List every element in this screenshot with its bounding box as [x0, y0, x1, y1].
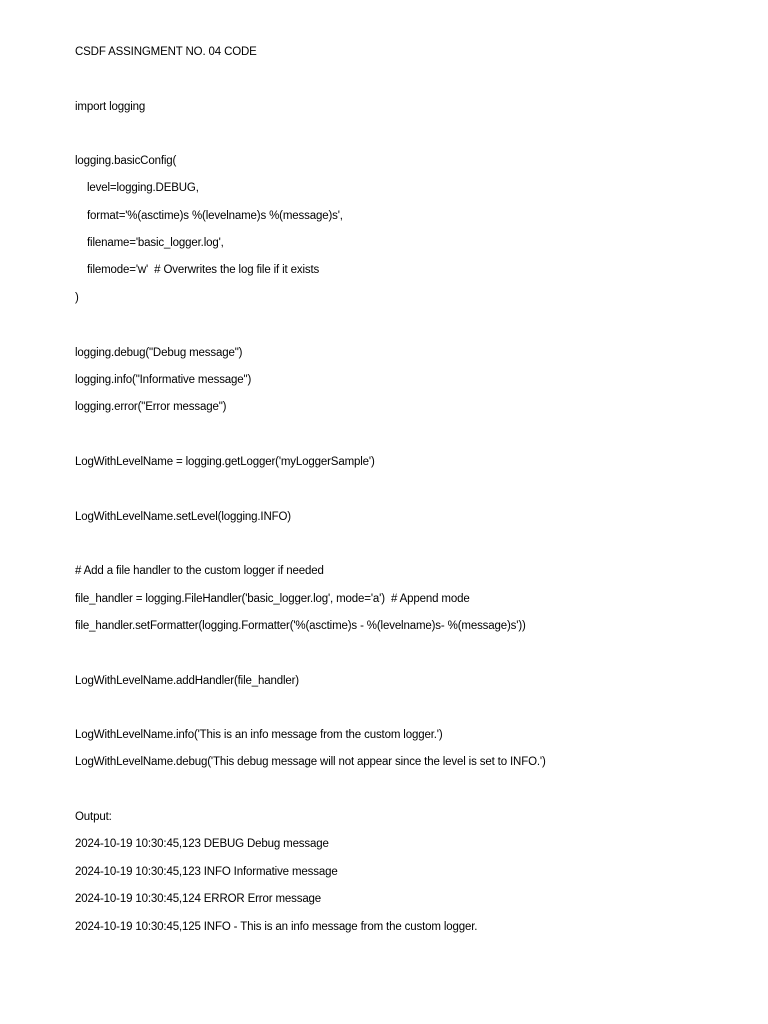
code-line-basic-config-close: ) — [75, 292, 79, 304]
code-line-add-handler: LogWithLevelName.addHandler(file_handler) — [75, 675, 299, 687]
code-line-get-logger: LogWithLevelName = logging.getLogger('myLoggerSample') — [75, 456, 375, 468]
output-line: 2024-10-19 10:30:45,124 ERROR Error message — [75, 893, 322, 905]
code-line-comment-handler: # Add a file handler to the custom logger if needed — [75, 565, 324, 577]
code-line-level: level=logging.DEBUG, — [87, 182, 199, 194]
code-line-import: import logging — [75, 101, 146, 113]
code-line-info-call: logging.info("Informative message") — [75, 374, 252, 386]
code-line-filemode: filemode='w' # Overwrites the log file if it exists — [87, 264, 320, 276]
code-line-debug-call: logging.debug("Debug message") — [75, 347, 243, 359]
code-line-file-handler: file_handler = logging.FileHandler('basic_logger.log', mode='a') # Append mode — [75, 593, 470, 605]
code-line-error-call: logging.error("Error message") — [75, 401, 227, 413]
code-line-filename: filename='basic_logger.log', — [87, 237, 224, 249]
code-line-basic-config-open: logging.basicConfig( — [75, 155, 177, 167]
output-label: Output: — [75, 811, 112, 823]
output-line: 2024-10-19 10:30:45,125 INFO - This is an info message from the custom logger. — [75, 921, 478, 933]
code-line-format: format='%(asctime)s %(levelname)s %(message)s', — [87, 210, 343, 222]
code-line-set-formatter: file_handler.setFormatter(logging.Formatter('%(asctime)s - %(levelname)s- %(message)s')) — [75, 620, 526, 632]
document-title: CSDF ASSINGMENT NO. 04 CODE — [75, 46, 257, 58]
code-line-custom-debug: LogWithLevelName.debug('This debug message will not appear since the level is set to INFO.') — [75, 756, 546, 768]
output-line: 2024-10-19 10:30:45,123 DEBUG Debug message — [75, 838, 329, 850]
code-line-custom-info: LogWithLevelName.info('This is an info message from the custom logger.') — [75, 729, 443, 741]
code-line-set-level: LogWithLevelName.setLevel(logging.INFO) — [75, 511, 291, 523]
output-line: 2024-10-19 10:30:45,123 INFO Informative message — [75, 866, 338, 878]
